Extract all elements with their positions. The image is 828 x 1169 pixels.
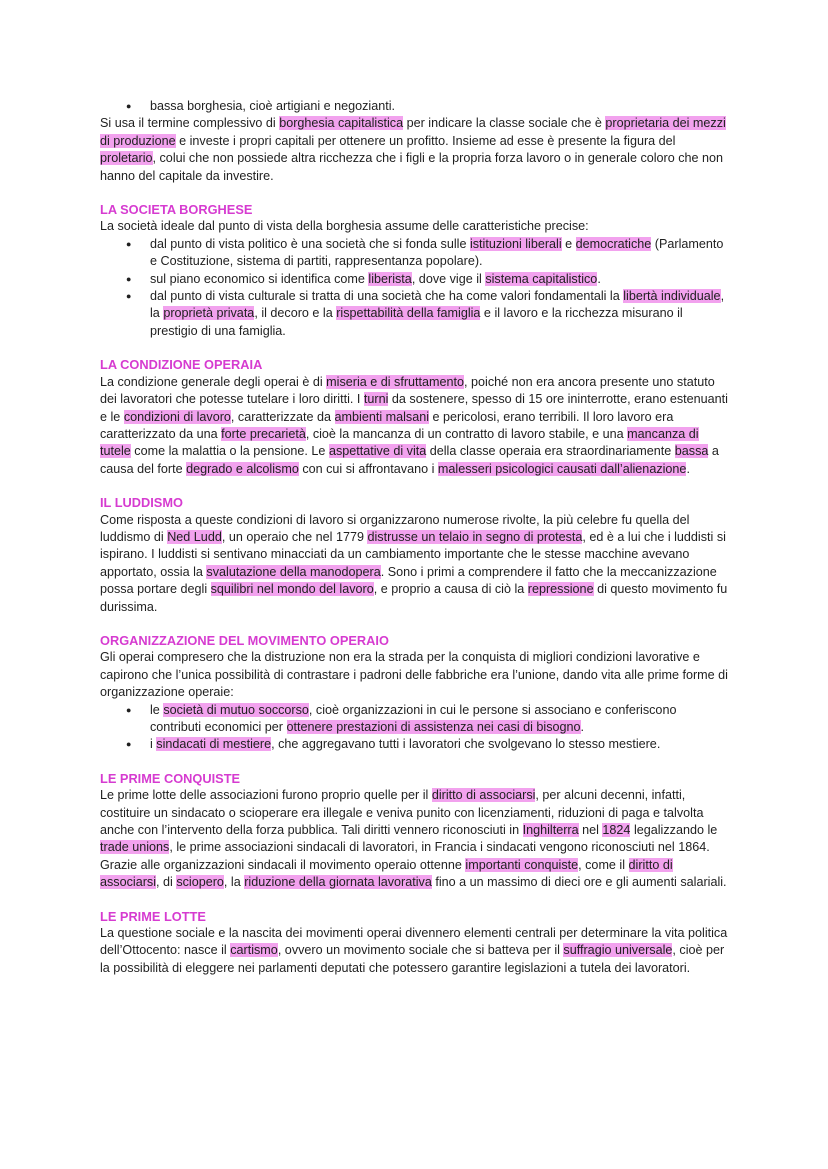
text-run: Come risposta a queste condizioni di lavoro si organizzarono numerose rivolte, la più celebre fu quella del luddismo di	[100, 512, 690, 544]
text-run: Le prime lotte delle associazioni furono proprio quelle per il	[100, 788, 432, 803]
intro-paragraph	[100, 115, 728, 185]
highlighted-text: turni	[363, 392, 389, 407]
text-run: , le prime associazioni sindacali di lavoratori, in Francia i sindacati vengono riconosciuti nel 1864. Grazie alle organizzazioni sindacali il movimento operaio ottenne	[100, 840, 710, 872]
highlighted-text: cartismo	[230, 943, 278, 958]
section-heading: LE PRIME LOTTE	[100, 908, 206, 924]
section-paragraph	[100, 787, 728, 891]
highlighted-text: trade unions	[100, 840, 170, 855]
text-run: con cui si affrontavano i	[298, 461, 438, 476]
highlighted-text: malesseri psicologici causati dall’alienazione	[437, 461, 687, 476]
text-run: legalizzando le	[630, 823, 718, 838]
text-run: , cioè la mancanza di un contratto di lavoro stabile, e una	[305, 426, 628, 441]
highlighted-text: riduzione della giornata lavorativa	[244, 875, 432, 890]
text-run: come la malattia o la pensione. Le	[130, 444, 329, 459]
text-run: , poiché non era ancora presente uno statuto dei lavoratori che potesse tutelare i loro diritti. I	[100, 374, 715, 407]
text-run: La condizione generale degli operai è di	[100, 374, 327, 389]
highlighted-text: condizioni di lavoro	[123, 409, 231, 424]
text-run: , colui che non possiede altra ricchezza che i figli e la propria forza lavoro o in generale coloro che non hanno del capitale da investire.	[100, 151, 724, 183]
highlighted-text: liberista	[368, 271, 412, 286]
text-run: , la	[150, 289, 725, 321]
text-run: , cioè organizzazioni in cui le persone si associano e conferiscono contributi economici per	[150, 702, 677, 734]
text-run: , come il	[578, 857, 629, 872]
highlighted-text: 1824	[602, 823, 631, 838]
highlighted-text: miseria e di sfruttamento	[326, 374, 465, 389]
highlighted-text: proprietaria dei mezzi di produzione	[100, 116, 726, 148]
list-item	[100, 702, 728, 737]
highlighted-text: mancanza di tutele	[100, 426, 699, 459]
text-run: nel	[578, 823, 603, 838]
section-heading: LA SOCIETA BORGHESE	[100, 202, 253, 218]
text-run: .	[580, 720, 585, 734]
text-run: , ed è a lui che i luddisti si ispirano. I luddisti si sentivano minacciati da un cambiamento importante che le stesse macchine avevano apportato, ossia la	[100, 529, 726, 579]
text-run: La questione sociale e la nascita dei movimenti operai divennero elementi centrali per determinare la vita politica dell’Ottocento: nasce il	[100, 926, 728, 958]
text-run: e investe i propri capitali per ottenere un profitto. Insieme ad esse è presente la figura del	[175, 133, 676, 148]
intro-bullet-list	[100, 98, 728, 115]
text-run: .	[597, 271, 601, 286]
section-paragraph	[100, 374, 728, 478]
intro-bullet	[100, 98, 728, 115]
section	[100, 494, 728, 616]
text-run: , un operaio che nel 1779	[221, 529, 368, 544]
text-run: Si usa il termine complessivo di	[100, 116, 280, 131]
highlighted-text: borghesia capitalistica	[279, 116, 404, 131]
highlighted-text: libertà individuale	[623, 289, 721, 304]
text-run: bassa borghesia, cioè artigiani e negozianti.	[150, 99, 396, 113]
text-run: per indicare la classe sociale che è	[403, 116, 606, 131]
text-run: , per alcuni decenni, infatti, costituire un sindacato o scioperare era illegale e veniva punito con licenziamenti, riduzioni di paga e talvolta anche con l’intervento della forza pubblica. Tali diritti vennero riconosciuti in	[100, 788, 704, 838]
section-heading: LA CONDIZIONE OPERAIA	[100, 357, 263, 373]
section-paragraph	[100, 512, 728, 616]
highlighted-text: squilibri nel mondo del lavoro	[210, 582, 374, 597]
highlighted-text: ambienti malsani	[334, 409, 430, 424]
highlighted-text: sistema capitalistico	[485, 271, 598, 286]
highlighted-text: sciopero	[176, 875, 224, 890]
highlighted-text: istituzioni liberali	[469, 236, 562, 251]
text-run: di questo movimento fu durissima.	[100, 582, 728, 614]
section-heading: IL LUDDISMO	[100, 495, 183, 511]
text-run: . Sono i primi a comprendere il fatto che la meccanizzazione possa portare degli	[100, 564, 717, 597]
text-run: e	[561, 236, 576, 251]
text-run: le	[150, 702, 164, 717]
list-item	[100, 288, 728, 340]
text-run: i	[150, 737, 157, 752]
text-run: , che aggregavano tutti i lavoratori che svolgevano lo stesso mestiere.	[271, 737, 661, 752]
highlighted-text: svalutazione della manodopera	[206, 564, 381, 579]
text-run: La società ideale dal punto di vista della borghesia assume delle caratteristiche precise:	[100, 219, 589, 234]
highlighted-text: Inghilterra	[522, 823, 579, 838]
text-run: , ovvero un movimento sociale che si batteva per il	[277, 943, 564, 958]
text-run: e il lavoro e la ricchezza misurano il prestigio di una famiglia.	[150, 306, 683, 338]
section	[100, 356, 728, 478]
text-run: (Parlamento e Costituzione, sistema di partiti, rappresentanza popolare).	[150, 236, 724, 269]
text-run: , e proprio a causa di ciò la	[373, 582, 528, 597]
text-run: , caratterizzate da	[230, 409, 335, 424]
list-item	[100, 271, 728, 288]
list-item	[100, 736, 728, 753]
list-item	[100, 236, 728, 271]
section-heading: ORGANIZZAZIONE DEL MOVIMENTO OPERAIO	[100, 632, 389, 648]
highlighted-text: ottenere prestazioni di assistenza nei casi di bisogno	[286, 720, 581, 734]
text-run: , dove vige il	[411, 271, 486, 286]
text-run: , la	[223, 875, 245, 890]
text-run: , di	[156, 875, 177, 890]
section	[100, 201, 728, 340]
bullet-list	[100, 702, 728, 754]
text-run: sul piano economico si identifica come	[150, 271, 369, 286]
highlighted-text: bassa	[674, 444, 709, 459]
text-run: dal punto di vista culturale si tratta di una società che ha come valori fondamentali la	[150, 289, 624, 304]
section	[100, 770, 728, 892]
text-run: dal punto di vista politico è una società che si fonda sulle	[150, 236, 470, 251]
highlighted-text: società di mutuo soccorso	[163, 702, 309, 717]
text-run: , il decoro e la	[254, 306, 337, 321]
highlighted-text: aspettative di vita	[328, 444, 427, 459]
highlighted-text: diritto di associarsi	[100, 857, 673, 890]
text-run: fino a un massimo di dieci ore e gli aumenti salariali.	[431, 875, 727, 890]
highlighted-text: proprietà privata	[163, 306, 255, 321]
text-run: , cioè per la possibilità di eleggere nei parlamenti deputati che potessero garantire legislazioni a tutela dei lavoratori.	[100, 943, 725, 975]
highlighted-text: degrado e alcolismo	[186, 461, 299, 476]
section-heading: LE PRIME CONQUISTE	[100, 770, 241, 786]
section	[100, 908, 728, 978]
document-page	[100, 98, 728, 977]
highlighted-text: distrusse un telaio in segno di protesta	[367, 529, 583, 544]
highlighted-text: Ned Ludd	[167, 529, 222, 544]
highlighted-text: proletario	[100, 151, 153, 166]
highlighted-text: rispettabilità della famiglia	[336, 306, 481, 321]
section-paragraph	[100, 925, 728, 977]
text-run: da sostenere, spesso di 15 ore ininterrotte, erano estenuanti e le	[100, 392, 728, 424]
text-run: a causa del forte	[100, 444, 719, 476]
highlighted-text: importanti conquiste	[465, 857, 579, 872]
sections-container	[100, 201, 728, 977]
highlighted-text: suffragio universale	[563, 943, 673, 958]
text-run: e pericolosi, erano terribili. Il loro lavoro era caratterizzato da una	[100, 409, 674, 441]
highlighted-text: forte precarietà	[221, 426, 306, 441]
section-paragraph	[100, 218, 728, 235]
highlighted-text: diritto di associarsi	[431, 788, 536, 803]
text-run: .	[686, 461, 690, 476]
text-run: Gli operai compresero che la distruzione non era la strada per la conquista di migliori condizioni lavorative e capirono che l’unica possibilità di contrastare i padroni delle fabbriche era l’unione, dando vita alle prime forme di organizzazione operaie:	[100, 650, 728, 700]
section-paragraph	[100, 649, 728, 701]
highlighted-text: democratiche	[575, 236, 652, 251]
highlighted-text: repressione	[527, 582, 594, 597]
bullet-list	[100, 236, 728, 340]
section	[100, 632, 728, 754]
highlighted-text: sindacati di mestiere	[156, 737, 272, 752]
text-run: della classe operaia era straordinariamente	[426, 444, 675, 459]
